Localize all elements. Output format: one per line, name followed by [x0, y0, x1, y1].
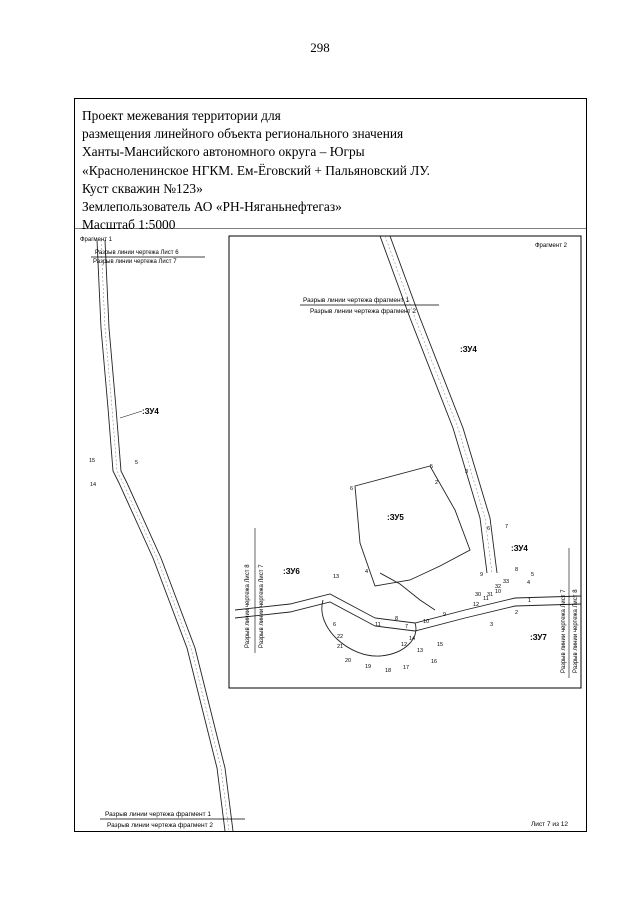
- break-label-sheet7: Разрыв линии чертежа Лист 7: [93, 259, 177, 265]
- point-label: 9: [443, 612, 447, 618]
- fragment2-label: Фрагмент 2: [535, 243, 567, 249]
- point-label: 14: [409, 636, 416, 642]
- point-label: 10: [423, 619, 430, 625]
- break-label-fragment1: Разрыв линии чертежа фрагмент 1: [105, 811, 211, 818]
- parcel-label-zu6: :ЗУ6: [283, 567, 300, 576]
- point-label: 7: [405, 624, 409, 630]
- point-label: 13: [417, 648, 424, 654]
- point-label: 19: [365, 664, 372, 670]
- map-drawing: [75, 228, 586, 831]
- survey-map: [75, 228, 586, 831]
- point-label: 6: [333, 622, 337, 628]
- point-label: 1: [528, 598, 532, 604]
- point-label: 4: [527, 580, 531, 586]
- point-label: 2: [435, 480, 439, 486]
- point-label: 7: [505, 524, 509, 530]
- point-label: 17: [403, 665, 410, 671]
- point-label: 32: [495, 584, 502, 590]
- point-label: 16: [431, 659, 438, 665]
- point-label: 31: [487, 592, 494, 598]
- title-line: Ханты-Мансийского автономного округа – Югры: [82, 144, 365, 160]
- break-label-sheet8-right: Разрыв линии чертежа Лист 8: [573, 589, 579, 673]
- point-label: 6: [350, 486, 354, 492]
- point-label: 3: [490, 622, 494, 628]
- parcel-label-zu4-right: :ЗУ4: [511, 544, 528, 553]
- point-label: 22: [337, 634, 344, 640]
- scale-label: Масштаб 1:5000: [82, 217, 176, 233]
- point-label-5: 5: [135, 460, 139, 466]
- break-label-sheet7-vertical: Разрыв линии чертежа Лист 7: [259, 564, 265, 648]
- break-label-fragment2: Разрыв линии чертежа фрагмент 2: [107, 822, 213, 829]
- point-label: 12: [473, 602, 480, 608]
- point-label: 15: [437, 642, 444, 648]
- point-label: 2: [515, 610, 519, 616]
- point-label-15: 15: [89, 458, 96, 464]
- point-label: 18: [385, 668, 392, 674]
- title-line: Проект межевания территории для: [82, 108, 281, 123]
- title-block: [82, 107, 582, 234]
- break-label-sheet6: Разрыв линии чертежа Лист 6: [95, 250, 179, 256]
- title-line: размещения линейного объекта регионального значения: [82, 126, 404, 142]
- break-label-sheet7-right: Разрыв линии чертежа Лист 7: [561, 589, 567, 673]
- break-label-sheet8-vertical: Разрыв линии чертежа Лист 8: [245, 564, 251, 648]
- point-label: 21: [337, 644, 344, 650]
- break-label-fragment2-right: Разрыв линии чертежа фрагмент 2: [310, 308, 416, 315]
- parcel-label-zu7: :ЗУ7: [530, 633, 547, 642]
- point-label: 5: [430, 464, 434, 470]
- parcel-label-zu4-top: :ЗУ4: [460, 345, 477, 354]
- parcel-label-zu4-left: :ЗУ4: [142, 407, 159, 416]
- page-number: 298: [310, 40, 330, 55]
- sheet-label: Лист 7 из 12: [531, 821, 568, 828]
- point-label-14: 14: [90, 482, 97, 488]
- point-label: 11: [375, 622, 381, 628]
- point-label: 10: [495, 589, 502, 595]
- point-label: 30: [475, 592, 482, 598]
- point-label: 13: [333, 574, 340, 580]
- point-label: 20: [345, 658, 352, 664]
- point-label: 9: [480, 572, 484, 578]
- point-label: 4: [365, 569, 369, 575]
- point-label: 5: [531, 572, 535, 578]
- point-label: 33: [503, 579, 510, 585]
- break-label-fragment1-right: Разрыв линии чертежа фрагмент 1: [303, 297, 409, 304]
- point-label: 8: [395, 616, 399, 622]
- point-label: 8: [515, 567, 519, 573]
- title-line: Куст скважин №123»: [82, 180, 203, 196]
- title-line: Землепользователь АО «РН-Няганьнефтегаз»: [82, 199, 342, 215]
- point-label: 11: [483, 596, 489, 602]
- point-label: 6: [487, 526, 491, 532]
- parcel-zu5-boundary: [355, 466, 470, 586]
- point-label: 3: [465, 469, 469, 475]
- leader-line: [120, 411, 142, 418]
- point-label: 12: [401, 642, 408, 648]
- parcel-label-zu5: :ЗУ5: [387, 513, 404, 522]
- left-road-corridor: [97, 240, 233, 831]
- fragment1-label: Фрагмент 1: [80, 237, 112, 243]
- title-line: «Красноленинское НГКМ. Ем-Ёговский + Пальяновский ЛУ.: [82, 162, 430, 178]
